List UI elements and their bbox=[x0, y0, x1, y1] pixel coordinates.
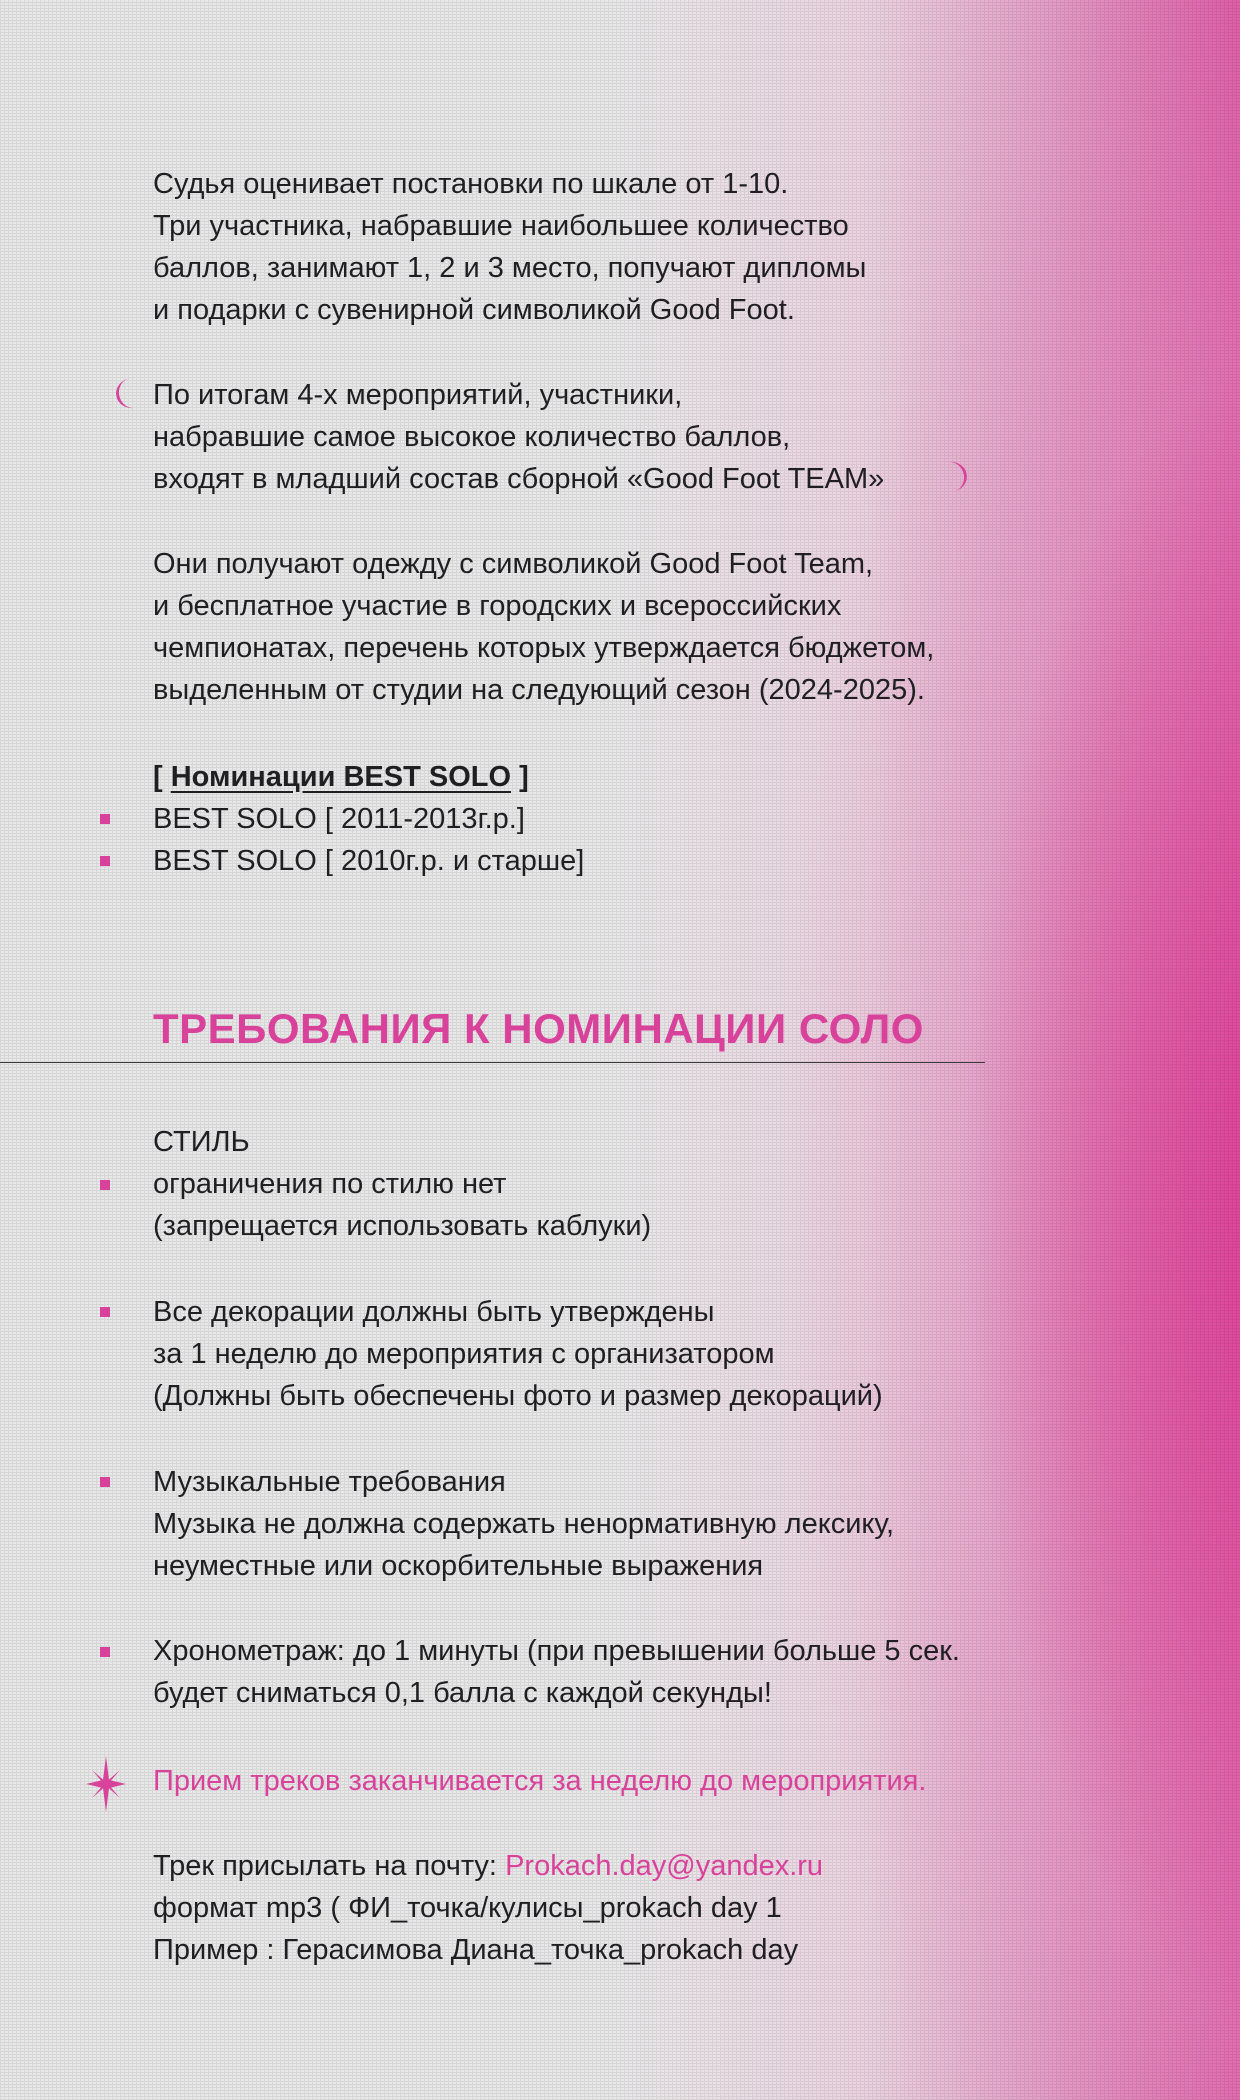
style-line: ограничения по стилю нет bbox=[153, 1168, 507, 1200]
bullet-icon bbox=[100, 1307, 110, 1317]
submission-format: формат mp3 ( ФИ_точка/кулисы_prokach day 1 bbox=[153, 1892, 782, 1924]
sparkle-star-icon bbox=[86, 1756, 126, 1812]
nomination-item: BEST SOLO [ 2011-2013г.р.] bbox=[153, 803, 525, 835]
team-paragraph bbox=[153, 374, 884, 500]
timing-line: будет сниматься 0,1 балла с каждой секунды! bbox=[153, 1677, 772, 1709]
requirements-heading: ТРЕБОВАНИЯ К НОМИНАЦИИ СОЛО bbox=[153, 1005, 924, 1052]
style-requirement bbox=[153, 1121, 651, 1247]
intro-line: Три участника, набравшие наибольшее количество bbox=[153, 210, 849, 242]
nomination-item: BEST SOLO [ 2010г.р. и старше] bbox=[153, 845, 585, 877]
decor-line: (Должны быть обеспечены фото и размер декораций) bbox=[153, 1380, 883, 1412]
bullet-icon bbox=[100, 814, 110, 824]
team-line: По итогам 4-х мероприятий, участники, bbox=[153, 379, 683, 411]
music-line: Музыка не должна содержать ненормативную лексику, bbox=[153, 1508, 895, 1540]
bullet-icon bbox=[100, 1647, 110, 1657]
benefits-line: выделенным от студии на следующий сезон (2024-2025). bbox=[153, 674, 925, 706]
style-line: (запрещается использовать каблуки) bbox=[153, 1210, 652, 1242]
decor-line: Все декорации должны быть утверждены bbox=[153, 1296, 715, 1328]
submission-email-line bbox=[153, 1845, 823, 1887]
team-line: входят в младший состав сборной «Good Foot TEAM» bbox=[153, 463, 885, 495]
music-line: неуместные или оскорбительные выражения bbox=[153, 1550, 764, 1582]
submission-label: Трек присылать на почту: bbox=[153, 1850, 506, 1882]
benefits-paragraph bbox=[153, 543, 934, 711]
heading-underline bbox=[0, 1062, 985, 1063]
timing-requirement bbox=[153, 1630, 960, 1714]
deadline-note: Прием треков заканчивается за неделю до мероприятия. bbox=[153, 1765, 927, 1797]
decor-requirement bbox=[153, 1291, 883, 1417]
bracket-open: [ bbox=[153, 761, 171, 793]
bullet-icon bbox=[100, 856, 110, 866]
submission-info bbox=[153, 1845, 823, 1971]
style-label: СТИЛЬ bbox=[153, 1126, 250, 1158]
email-link[interactable]: Prokach.day@yandex.ru bbox=[505, 1850, 824, 1882]
intro-line: и подарки с сувенирной символикой Good Foot. bbox=[153, 294, 795, 326]
music-requirement bbox=[153, 1461, 894, 1587]
benefits-line: чемпионатах, перечень которых утверждается бюджетом, bbox=[153, 632, 935, 664]
intro-paragraph bbox=[153, 163, 866, 331]
team-line: набравшие самое высокое количество баллов, bbox=[153, 421, 791, 453]
nominations-title bbox=[153, 756, 584, 798]
decor-line: за 1 неделю до мероприятия с организатором bbox=[153, 1338, 775, 1370]
nominations-list bbox=[153, 756, 584, 882]
nominations-title-text: Номинации BEST SOLO bbox=[170, 761, 512, 793]
right-arc-decoration-icon bbox=[931, 459, 970, 495]
benefits-line: и бесплатное участие в городских и всероссийских bbox=[153, 590, 842, 622]
submission-example: Пример : Герасимова Диана_точка_prokach day bbox=[153, 1934, 799, 1966]
intro-line: Судья оценивает постановки по шкале от 1-10. bbox=[153, 168, 789, 200]
bullet-icon bbox=[100, 1477, 110, 1487]
benefits-line: Они получают одежду с символикой Good Foot Team, bbox=[153, 548, 874, 580]
music-line: Музыкальные требования bbox=[153, 1466, 506, 1498]
timing-line: Хронометраж: до 1 минуты (при превышении больше 5 сек. bbox=[153, 1635, 960, 1667]
bracket-close: ] bbox=[511, 761, 529, 793]
bullet-icon bbox=[100, 1180, 110, 1190]
intro-line: баллов, занимают 1, 2 и 3 место, попучают дипломы bbox=[153, 252, 867, 284]
left-arc-decoration-icon bbox=[113, 375, 152, 411]
